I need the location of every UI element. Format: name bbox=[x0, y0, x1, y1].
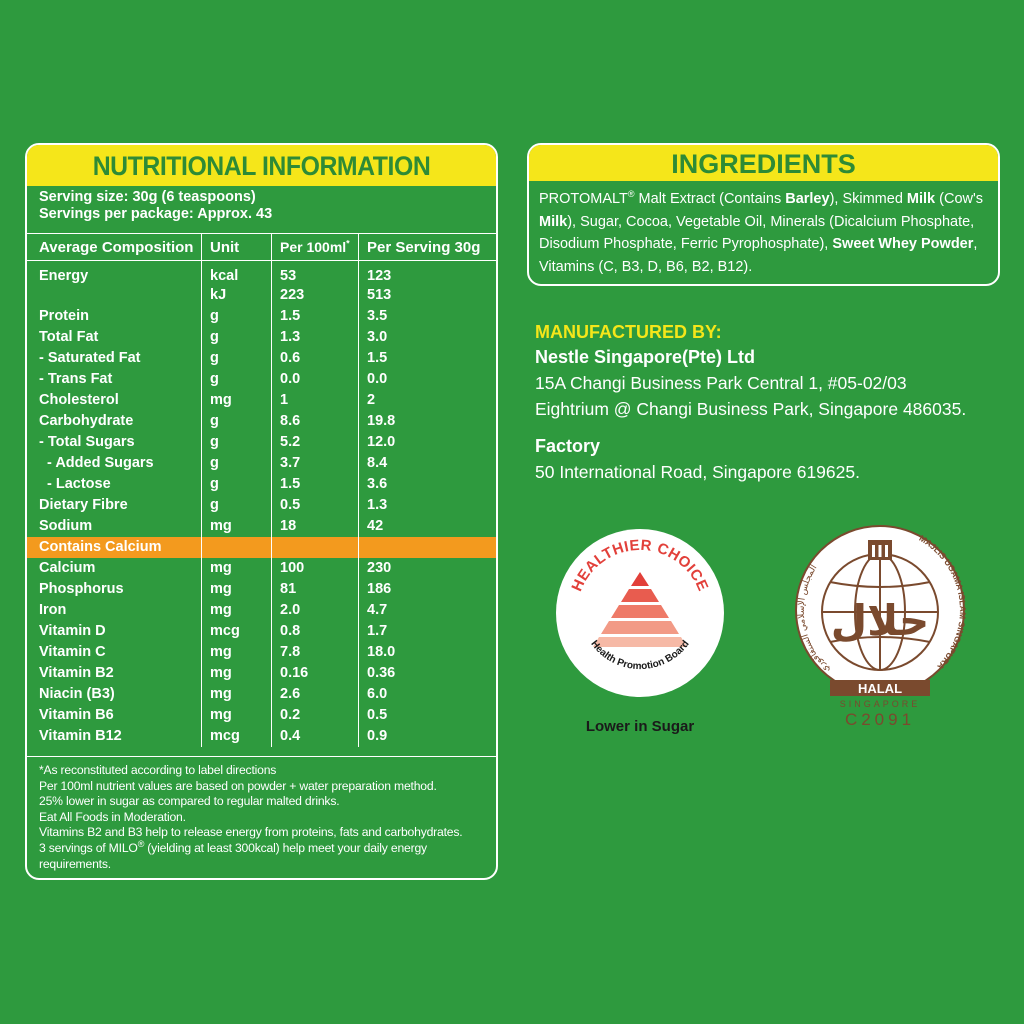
factory-address: 50 International Road, Singapore 619625. bbox=[535, 462, 860, 482]
nutrient-per-serving: 3.6 bbox=[367, 476, 388, 492]
mosque-emblem-icon bbox=[868, 540, 892, 560]
header-average-composition: Average Composition bbox=[27, 234, 202, 260]
nutrition-row bbox=[27, 600, 496, 621]
nutrition-table-header bbox=[27, 233, 496, 261]
nutrient-per-serving: 3.0 bbox=[367, 329, 388, 345]
nutrient-unit: g bbox=[202, 369, 272, 390]
nutrition-note: Eat All Foods in Moderation. bbox=[39, 809, 186, 824]
nutrient-per-serving: 8.4 bbox=[367, 455, 388, 471]
nutrition-row bbox=[27, 432, 496, 453]
nutrient-unit: mg bbox=[202, 663, 272, 684]
manufacturer-address-1: 15A Changi Business Park Central 1, #05-02/03 bbox=[535, 373, 907, 393]
nutrient-per-100ml: 8.6 bbox=[272, 411, 359, 432]
nutrition-panel bbox=[25, 143, 498, 880]
nutrition-row bbox=[27, 558, 496, 579]
band-cell bbox=[202, 537, 272, 558]
nutrient-unit: g bbox=[202, 327, 272, 348]
nutrient-unit: mg bbox=[202, 579, 272, 600]
nutrient-unit: mg bbox=[202, 558, 272, 579]
nutrition-note: 25% lower in sugar as compared to regular malted drinks. bbox=[39, 794, 340, 809]
nutrition-row bbox=[27, 348, 496, 369]
nutrient-name: Sodium bbox=[27, 516, 202, 537]
header-per-100ml bbox=[272, 234, 359, 260]
nutrient-unit: mg bbox=[202, 705, 272, 726]
nutrient-per-serving: 42 bbox=[367, 518, 384, 534]
nutrition-row bbox=[27, 621, 496, 642]
nutrient-name: Niacin (B3) bbox=[27, 684, 202, 705]
nutrient-name: Vitamin B12 bbox=[27, 726, 202, 747]
servings-per-package: Servings per package: Approx. 43 bbox=[39, 206, 273, 222]
nutrition-row bbox=[27, 516, 496, 537]
nutrient-name: Dietary Fibre bbox=[27, 495, 202, 516]
nutrition-row bbox=[27, 705, 496, 726]
nutrient-name: Vitamin B2 bbox=[27, 663, 202, 684]
nutrition-note: *As reconstituted according to label directions bbox=[39, 763, 277, 777]
nutrition-note: Per 100ml nutrient values are based on powder + water preparation method. bbox=[39, 778, 437, 793]
manufacturer-block bbox=[535, 320, 1015, 485]
nutrient-name: Energy bbox=[27, 261, 202, 285]
nutrient-unit: kcal bbox=[202, 261, 272, 285]
nutrient-per-serving: 0.36 bbox=[367, 665, 396, 681]
halal-arabic-center: حلال bbox=[830, 596, 930, 645]
nutrition-row bbox=[27, 453, 496, 474]
nutrition-row bbox=[27, 642, 496, 663]
serving-size: Serving size: 30g (6 teaspoons) bbox=[39, 189, 256, 205]
nutrient-name: Protein bbox=[27, 306, 202, 327]
nutrient-per-100ml: 1.3 bbox=[272, 327, 359, 348]
nutrition-row bbox=[27, 369, 496, 390]
nutrient-unit: g bbox=[202, 495, 272, 516]
nutrient-per-serving: 2 bbox=[367, 392, 376, 408]
ingredient-allergen: Milk bbox=[906, 191, 936, 207]
ingredient-allergen: Barley bbox=[785, 191, 830, 207]
halal-code: C2091 bbox=[844, 710, 916, 729]
ingredient-text: ), Sugar, Cocoa, Vegetable Oil, Minerals (Dicalcium Phosphate, Disodium Phosphate, Ferric Pyrophosphate), bbox=[539, 213, 975, 252]
manufactured-by-label: MANUFACTURED BY: bbox=[535, 322, 722, 342]
ingredients-panel bbox=[527, 143, 1000, 286]
contains-calcium-band bbox=[27, 537, 496, 558]
nutrition-row bbox=[27, 411, 496, 432]
nutrient-name: Carbohydrate bbox=[27, 411, 202, 432]
nutrient-per-100ml: 3.7 bbox=[272, 453, 359, 474]
ingredient-text: PROTOMALT bbox=[539, 191, 628, 207]
nutrient-per-100ml: 223 bbox=[272, 285, 359, 306]
nutrition-row bbox=[27, 306, 496, 327]
nutrient-per-serving: 186 bbox=[367, 581, 392, 597]
band-cell bbox=[272, 537, 359, 558]
halal-logo bbox=[790, 520, 970, 735]
ingredient-text: , Vitamins (C, B3, D, B6, B2, B12). bbox=[539, 236, 978, 275]
nutrient-per-serving: 1.7 bbox=[367, 623, 388, 639]
nutrition-table bbox=[27, 233, 496, 747]
nutrient-per-100ml: 2.0 bbox=[272, 600, 359, 621]
nutrient-per-serving: 18.0 bbox=[367, 644, 396, 660]
healthier-choice-logo bbox=[555, 528, 725, 698]
nutrient-per-serving: 12.0 bbox=[367, 434, 396, 450]
nutrient-name: Vitamin C bbox=[27, 642, 202, 663]
nutrient-unit: g bbox=[202, 432, 272, 453]
nutrient-per-100ml: 53 bbox=[272, 261, 359, 285]
nutrient-name: - Added Sugars bbox=[27, 453, 202, 474]
nutrient-per-100ml: 0.5 bbox=[272, 495, 359, 516]
halal-country: SINGAPORE bbox=[839, 699, 921, 709]
nutrient-per-100ml: 1.5 bbox=[272, 306, 359, 327]
nutrient-unit: mcg bbox=[202, 726, 272, 747]
nutrient-per-100ml: 0.16 bbox=[272, 663, 359, 684]
nutrient-name: - Total Sugars bbox=[27, 432, 202, 453]
nutrient-unit: mg bbox=[202, 600, 272, 621]
nutrient-per-serving: 123 bbox=[367, 268, 392, 284]
nutrient-per-100ml: 0.6 bbox=[272, 348, 359, 369]
nutrition-title: NUTRITIONAL INFORMATION bbox=[46, 145, 477, 186]
nutrient-unit: g bbox=[202, 411, 272, 432]
nutrition-row bbox=[27, 285, 496, 306]
nutrient-per-serving: 19.8 bbox=[367, 413, 396, 429]
nutrient-unit: g bbox=[202, 348, 272, 369]
nutrient-per-100ml: 81 bbox=[272, 579, 359, 600]
nutrient-unit: g bbox=[202, 306, 272, 327]
nutrition-note: 3 servings of MILO® (yielding at least 300kcal) help meet your daily energy bbox=[39, 838, 427, 855]
ingredients-title: INGREDIENTS bbox=[529, 145, 998, 181]
nutrient-per-100ml: 0.0 bbox=[272, 369, 359, 390]
nutrition-note: Vitamins B2 and B3 help to release energy from proteins, fats and carbohydrates. bbox=[39, 825, 463, 840]
ingredient-allergen: Milk bbox=[539, 213, 568, 230]
nutrient-name: - Trans Fat bbox=[27, 369, 202, 390]
halal-band-text: HALAL bbox=[857, 681, 903, 696]
nutrient-per-100ml: 0.4 bbox=[272, 726, 359, 747]
nutrient-unit: kJ bbox=[202, 285, 272, 306]
nutrient-unit: mg bbox=[202, 642, 272, 663]
nutrient-name: Vitamin B6 bbox=[27, 705, 202, 726]
nutrition-row bbox=[27, 474, 496, 495]
nutrition-row bbox=[27, 663, 496, 684]
ingredients-text bbox=[529, 181, 998, 278]
nutrient-per-serving: 6.0 bbox=[367, 686, 388, 702]
nutrient-name: - Saturated Fat bbox=[27, 348, 202, 369]
nutrient-unit: mg bbox=[202, 390, 272, 411]
ingredient-text: ), Skimmed bbox=[829, 191, 907, 207]
healthier-choice-bottom-text: Health Promotion Board bbox=[588, 638, 692, 673]
ingredient-allergen: Sweet Whey Powder bbox=[832, 236, 974, 252]
serving-info bbox=[27, 186, 496, 230]
nutrition-row bbox=[27, 684, 496, 705]
nutrition-row bbox=[27, 495, 496, 516]
header-per-serving: Per Serving 30g bbox=[367, 239, 481, 256]
nutrition-rows bbox=[27, 261, 496, 747]
nutrient-unit: mg bbox=[202, 516, 272, 537]
factory-label: Factory bbox=[535, 436, 601, 456]
nutrition-note: requirements. bbox=[39, 856, 111, 871]
nutrition-row bbox=[27, 726, 496, 747]
nutrient-per-100ml: 0.2 bbox=[272, 705, 359, 726]
manufacturer-name: Nestle Singapore(Pte) Ltd bbox=[535, 347, 756, 367]
healthier-choice-top-text: HEALTHIER CHOICE bbox=[568, 536, 712, 594]
nutrient-per-serving: 3.5 bbox=[367, 308, 388, 324]
nutrition-row bbox=[27, 327, 496, 348]
nutrient-per-100ml: 7.8 bbox=[272, 642, 359, 663]
nutrient-name: Vitamin D bbox=[27, 621, 202, 642]
contains-calcium-label: Contains Calcium bbox=[27, 537, 202, 558]
nutrient-name: Phosphorus bbox=[27, 579, 202, 600]
nutrient-per-100ml: 18 bbox=[272, 516, 359, 537]
nutrient-per-100ml: 1 bbox=[272, 390, 359, 411]
nutrient-unit: g bbox=[202, 453, 272, 474]
nutrient-per-serving: 0.5 bbox=[367, 707, 388, 723]
nutrient-unit: mg bbox=[202, 684, 272, 705]
nutrient-per-serving: 230 bbox=[367, 560, 392, 576]
nutrient-per-serving: 0.9 bbox=[367, 728, 388, 744]
nutrition-row bbox=[27, 579, 496, 600]
nutrition-title-bar bbox=[27, 145, 496, 186]
nutrient-name: Iron bbox=[27, 600, 202, 621]
band-cell bbox=[359, 537, 496, 558]
nutrient-name bbox=[27, 285, 202, 306]
nutrient-unit: mcg bbox=[202, 621, 272, 642]
nutrient-per-serving: 1.5 bbox=[367, 350, 388, 366]
nutrition-notes bbox=[27, 756, 496, 872]
nutrient-name: Total Fat bbox=[27, 327, 202, 348]
halal-arabic-ring: المجلس الإسلامي السنغافوري bbox=[796, 563, 833, 676]
manufacturer-address-2: Eightrium @ Changi Business Park, Singapore 486035. bbox=[535, 399, 967, 419]
nutrition-row bbox=[27, 390, 496, 411]
nutrient-per-100ml: 5.2 bbox=[272, 432, 359, 453]
nutrient-per-100ml: 1.5 bbox=[272, 474, 359, 495]
nutrient-per-serving: 513 bbox=[367, 287, 392, 303]
nutrient-per-100ml: 2.6 bbox=[272, 684, 359, 705]
nutrition-row bbox=[27, 261, 496, 285]
nutrient-name: - Lactose bbox=[27, 474, 202, 495]
ingredient-text: Malt Extract (Contains bbox=[634, 191, 786, 207]
ingredient-text: (Cow's bbox=[935, 191, 983, 207]
nutrient-per-100ml: 0.8 bbox=[272, 621, 359, 642]
header-per-100ml-text: Per 100ml* bbox=[280, 238, 350, 255]
nutrient-per-serving: 0.0 bbox=[367, 371, 388, 387]
ingredient-text: ® bbox=[627, 189, 635, 200]
nutrient-per-serving: 4.7 bbox=[367, 602, 388, 618]
nutrient-unit: g bbox=[202, 474, 272, 495]
header-unit: Unit bbox=[202, 234, 272, 260]
nutrient-name: Calcium bbox=[27, 558, 202, 579]
nutrient-name: Cholesterol bbox=[27, 390, 202, 411]
healthier-choice-caption: Lower in Sugar bbox=[585, 718, 695, 735]
halal-ring-text: MAJLIS UGAMA ISLAM SINGAPURA bbox=[917, 532, 968, 672]
nutrient-per-100ml: 100 bbox=[272, 558, 359, 579]
nutrient-per-serving: 1.3 bbox=[367, 497, 388, 513]
